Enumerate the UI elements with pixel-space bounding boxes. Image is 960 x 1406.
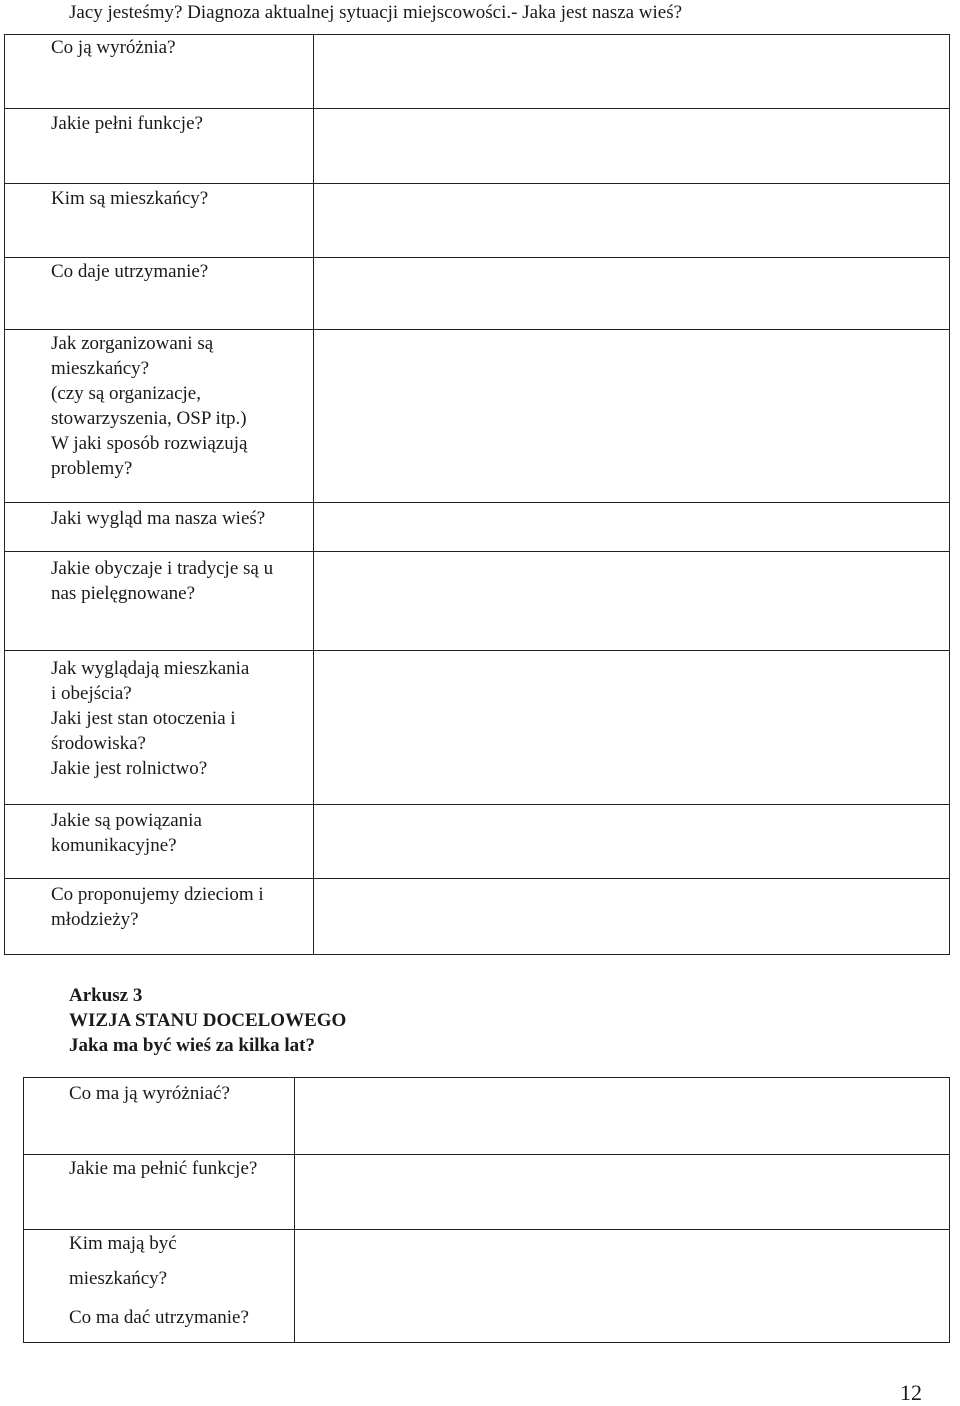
question-cell: Co daje utrzymanie? <box>51 261 209 282</box>
sheet-question: Jaka ma być wieś za kilka lat? <box>69 1035 315 1056</box>
page-heading: Jacy jesteśmy? Diagnoza aktualnej sytuacji miejscowości.- Jaka jest nasza wieś? <box>69 2 683 23</box>
row-separator <box>4 183 950 184</box>
sheet-title: Arkusz 3 <box>69 985 143 1006</box>
table-divider <box>294 1077 295 1343</box>
row-separator <box>4 804 950 805</box>
question-cell: Co proponujemy dzieciom i młodzieży? <box>51 884 264 930</box>
row-separator <box>4 329 950 330</box>
question-cell: Jakie obyczaje i tradycje są u nas pielęgnowane? <box>51 558 274 604</box>
question-cell: Jaki wygląd ma nasza wieś? <box>51 508 266 529</box>
row-separator <box>4 108 950 109</box>
question-cell: Kim są mieszkańcy? <box>51 188 209 209</box>
page-number: 12 <box>900 1380 922 1405</box>
question-cell: Kim mają być mieszkańcy? Co ma dać utrzymanie? <box>69 1233 249 1328</box>
question-cell: Jak zorganizowani są mieszkańcy? (czy są organizacje, stowarzyszenia, OSP itp.) W jaki sposób rozwiązują problemy? <box>51 333 248 479</box>
row-separator <box>4 878 950 879</box>
row-separator <box>4 502 950 503</box>
row-separator <box>23 1154 950 1155</box>
question-cell: Co ma ją wyróżniać? <box>69 1083 230 1104</box>
row-separator <box>4 650 950 651</box>
row-separator <box>4 551 950 552</box>
question-cell: Jakie pełni funkcje? <box>51 113 203 134</box>
question-cell: Jakie są powiązania komunikacyjne? <box>51 810 202 856</box>
question-cell: Jakie ma pełnić funkcje? <box>69 1158 258 1179</box>
question-cell: Co ją wyróżnia? <box>51 37 176 58</box>
row-separator <box>23 1229 950 1230</box>
question-cell: Jak wyglądają mieszkania i obejścia? Jaki jest stan otoczenia i środowiska? Jakie jest rolnictwo? <box>51 658 250 779</box>
row-separator <box>4 257 950 258</box>
sheet-subtitle: WIZJA STANU DOCELOWEGO <box>69 1010 347 1031</box>
table-divider <box>313 34 314 955</box>
